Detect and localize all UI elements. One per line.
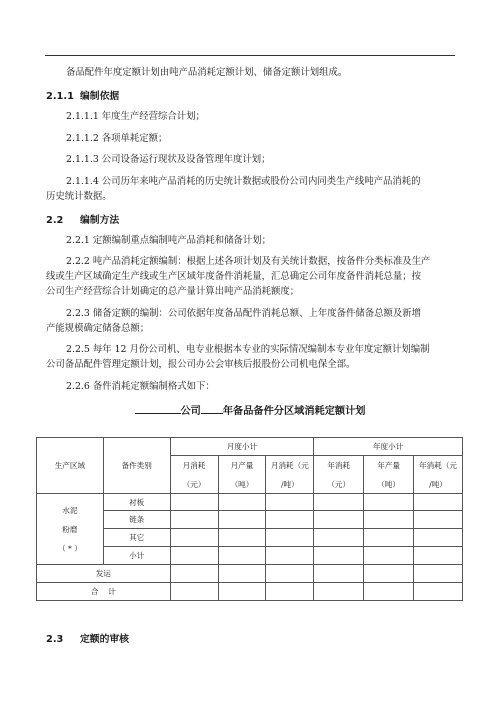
subheader-cell: 月消耗 （元） — [170, 456, 218, 494]
category-cell: 其它 — [103, 529, 170, 547]
paragraph-2-2-5-line2: 公司备品配件管理定额计划，报公司办公会审核后报股份公司机电保全部。 — [46, 359, 356, 370]
table-title — [0, 402, 500, 417]
category-cell: 链条 — [103, 511, 170, 529]
section-title: 定额的审核 — [80, 634, 129, 645]
intro-paragraph: 备品配件年度定额计划由吨产品消耗定额计划、储备定额计划组成。 — [66, 67, 348, 78]
subheader-cell: 年产量 （吨） — [364, 456, 414, 494]
list-item: 2.1.1.4 公司历年来吨产品消耗的历史统计数据或股份公司内同类生产线吨产品消耗的 — [66, 176, 421, 187]
table-title-part2: 年备品备件分区域消耗定额计划 — [222, 406, 366, 417]
subheader-cell: 年消耗（元 /吨） — [414, 456, 463, 494]
header-rule — [45, 55, 455, 56]
paragraph-2-2-5-line1: 2.2.5 每年 12 月份公司机、电专业根据本专业的实际情况编制本专业年度定额计划编制 — [66, 344, 430, 355]
paragraph-2-2-3-line1: 2.2.3 储备定额的编制：公司依据年度备品配件消耗总额、上年度备件储备总额及新增 — [66, 308, 421, 319]
paragraph-2-2-3-line2: 产能规模确定储备总额； — [46, 323, 150, 334]
subheader-cell: 月产量 （吨） — [218, 456, 266, 494]
paragraph-2-2-2-line2: 线或生产区域确定生产线或生产区域年度备件消耗量，汇总确定公司年度备件消耗总量；按 — [46, 271, 422, 282]
section-heading-2-1-1 — [46, 88, 119, 102]
blank-underline — [201, 402, 223, 414]
header-region: 生产区域 — [37, 438, 104, 494]
header-year-group: 年度小计 — [314, 438, 463, 456]
list-item: 2.1.1.1 年度生产经营综合计划； — [66, 111, 205, 122]
table-title-part1: 公司 — [180, 406, 201, 417]
subheader-cell: 年消耗 （元） — [314, 456, 364, 494]
header-category: 备件类别 — [103, 438, 170, 494]
paragraph-2-2-6: 2.2.6 备件消耗定额编制格式如下： — [66, 381, 215, 392]
header-month-group: 月度小计 — [170, 438, 314, 456]
section-heading-2-3 — [46, 631, 129, 645]
category-cell: 衬板 — [103, 494, 170, 511]
subheader-cell: 月消耗（元 /吨） — [266, 456, 314, 494]
region-cell: 水泥 粉磨 （ * ） — [37, 494, 104, 565]
paragraph-2-2-2-line3: 公司生产经营综合计划确定的总产量计算出吨产品消耗额度； — [46, 286, 300, 297]
total-cell: 合 计 — [37, 583, 171, 601]
section-number: 2.2 — [46, 215, 64, 226]
paragraph-2-2-1: 2.2.1 定额编制重点编制吨产品消耗和储备计划； — [66, 235, 271, 246]
table-row — [37, 583, 463, 601]
blank-underline — [135, 402, 181, 414]
shipping-cell: 发运 — [37, 565, 171, 583]
section-title: 编制方法 — [80, 215, 120, 226]
list-item-continuation: 历史统计数据。 — [46, 191, 112, 202]
table-row — [37, 565, 463, 583]
paragraph-2-2-2-line1: 2.2.2 吨产品消耗定额编制：根据上述各项计划及有关统计数据，按备件分类标准及生产 — [66, 256, 431, 267]
section-heading-2-2 — [46, 212, 119, 226]
section-number: 2.3 — [46, 634, 64, 645]
list-item: 2.1.1.3 公司设备运行现状及设备管理年度计划； — [66, 154, 271, 165]
quota-table — [36, 437, 463, 601]
section-number: 2.1.1 — [46, 91, 74, 102]
list-item: 2.1.1.2 各项单耗定额； — [66, 133, 168, 144]
category-cell: 小计 — [103, 547, 170, 565]
table-row — [37, 494, 463, 511]
section-title: 编制依据 — [80, 91, 120, 102]
